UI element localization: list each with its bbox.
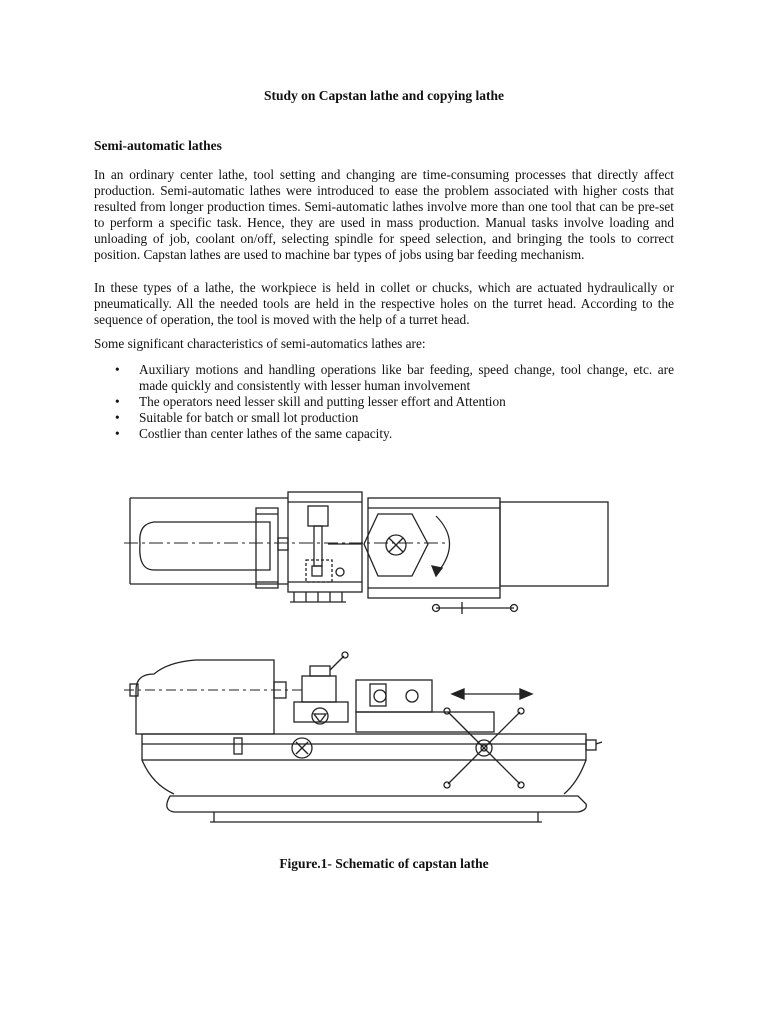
bullet-icon: • [115,410,120,425]
list-item-text: Suitable for batch or small lot production [139,410,359,425]
list-item [112,362,674,394]
list-item [112,394,674,410]
side-view-drawing [124,652,602,822]
capstan-lathe-schematic [118,484,634,832]
bullet-icon: • [115,362,120,377]
bullet-icon: • [115,394,120,409]
list-item-text: Auxiliary motions and handling operations like bar feeding, speed change, tool change, etc. are made quickly and consistently with lesser human involvement [139,362,674,393]
bullet-icon: • [115,426,120,441]
paragraph-characteristics: Some significant characteristics of semi-automatics lathes are: [94,336,426,351]
section-heading: Semi-automatic lathes [94,138,222,153]
figure-caption: Figure.1- Schematic of capstan lathe [279,856,489,871]
list-item-text: The operators need lesser skill and putting lesser effort and Attention [139,394,506,409]
capstan-lathe-figure [118,484,634,837]
characteristics-list [112,362,674,442]
list-item [112,410,674,426]
paragraph-workpiece: In these types of a lathe, the workpiece is held in collet or chucks, which are actuated hydraulically or pneumatically. All the needed tools are held in the respective holes on the turret head. According to the sequence of operation, the tool is moved with the help of a turret head. [94,280,674,327]
list-item [112,426,674,442]
paragraph-intro: In an ordinary center lathe, tool setting and changing are time-consuming processes that directly affect production. Semi-automatic lathes were introduced to ease the problem associated with higher costs that resulted from longer production times. Semi-automatic lathes involve more than one tool that can be pre-set to perform a specific task. Hence, they are used in mass production. Manual tasks involve loading and unloading of job, coolant on/off, selecting spindle for speed selection, and bringing the tools to correct position. Capstan lathes are used to machine bar types of jobs using bar feeding mechanism. [94,167,674,262]
list-item-text: Costlier than center lathes of the same capacity. [139,426,393,441]
document-title: Study on Capstan lathe and copying lathe [263,88,505,103]
top-view-drawing [124,492,608,614]
